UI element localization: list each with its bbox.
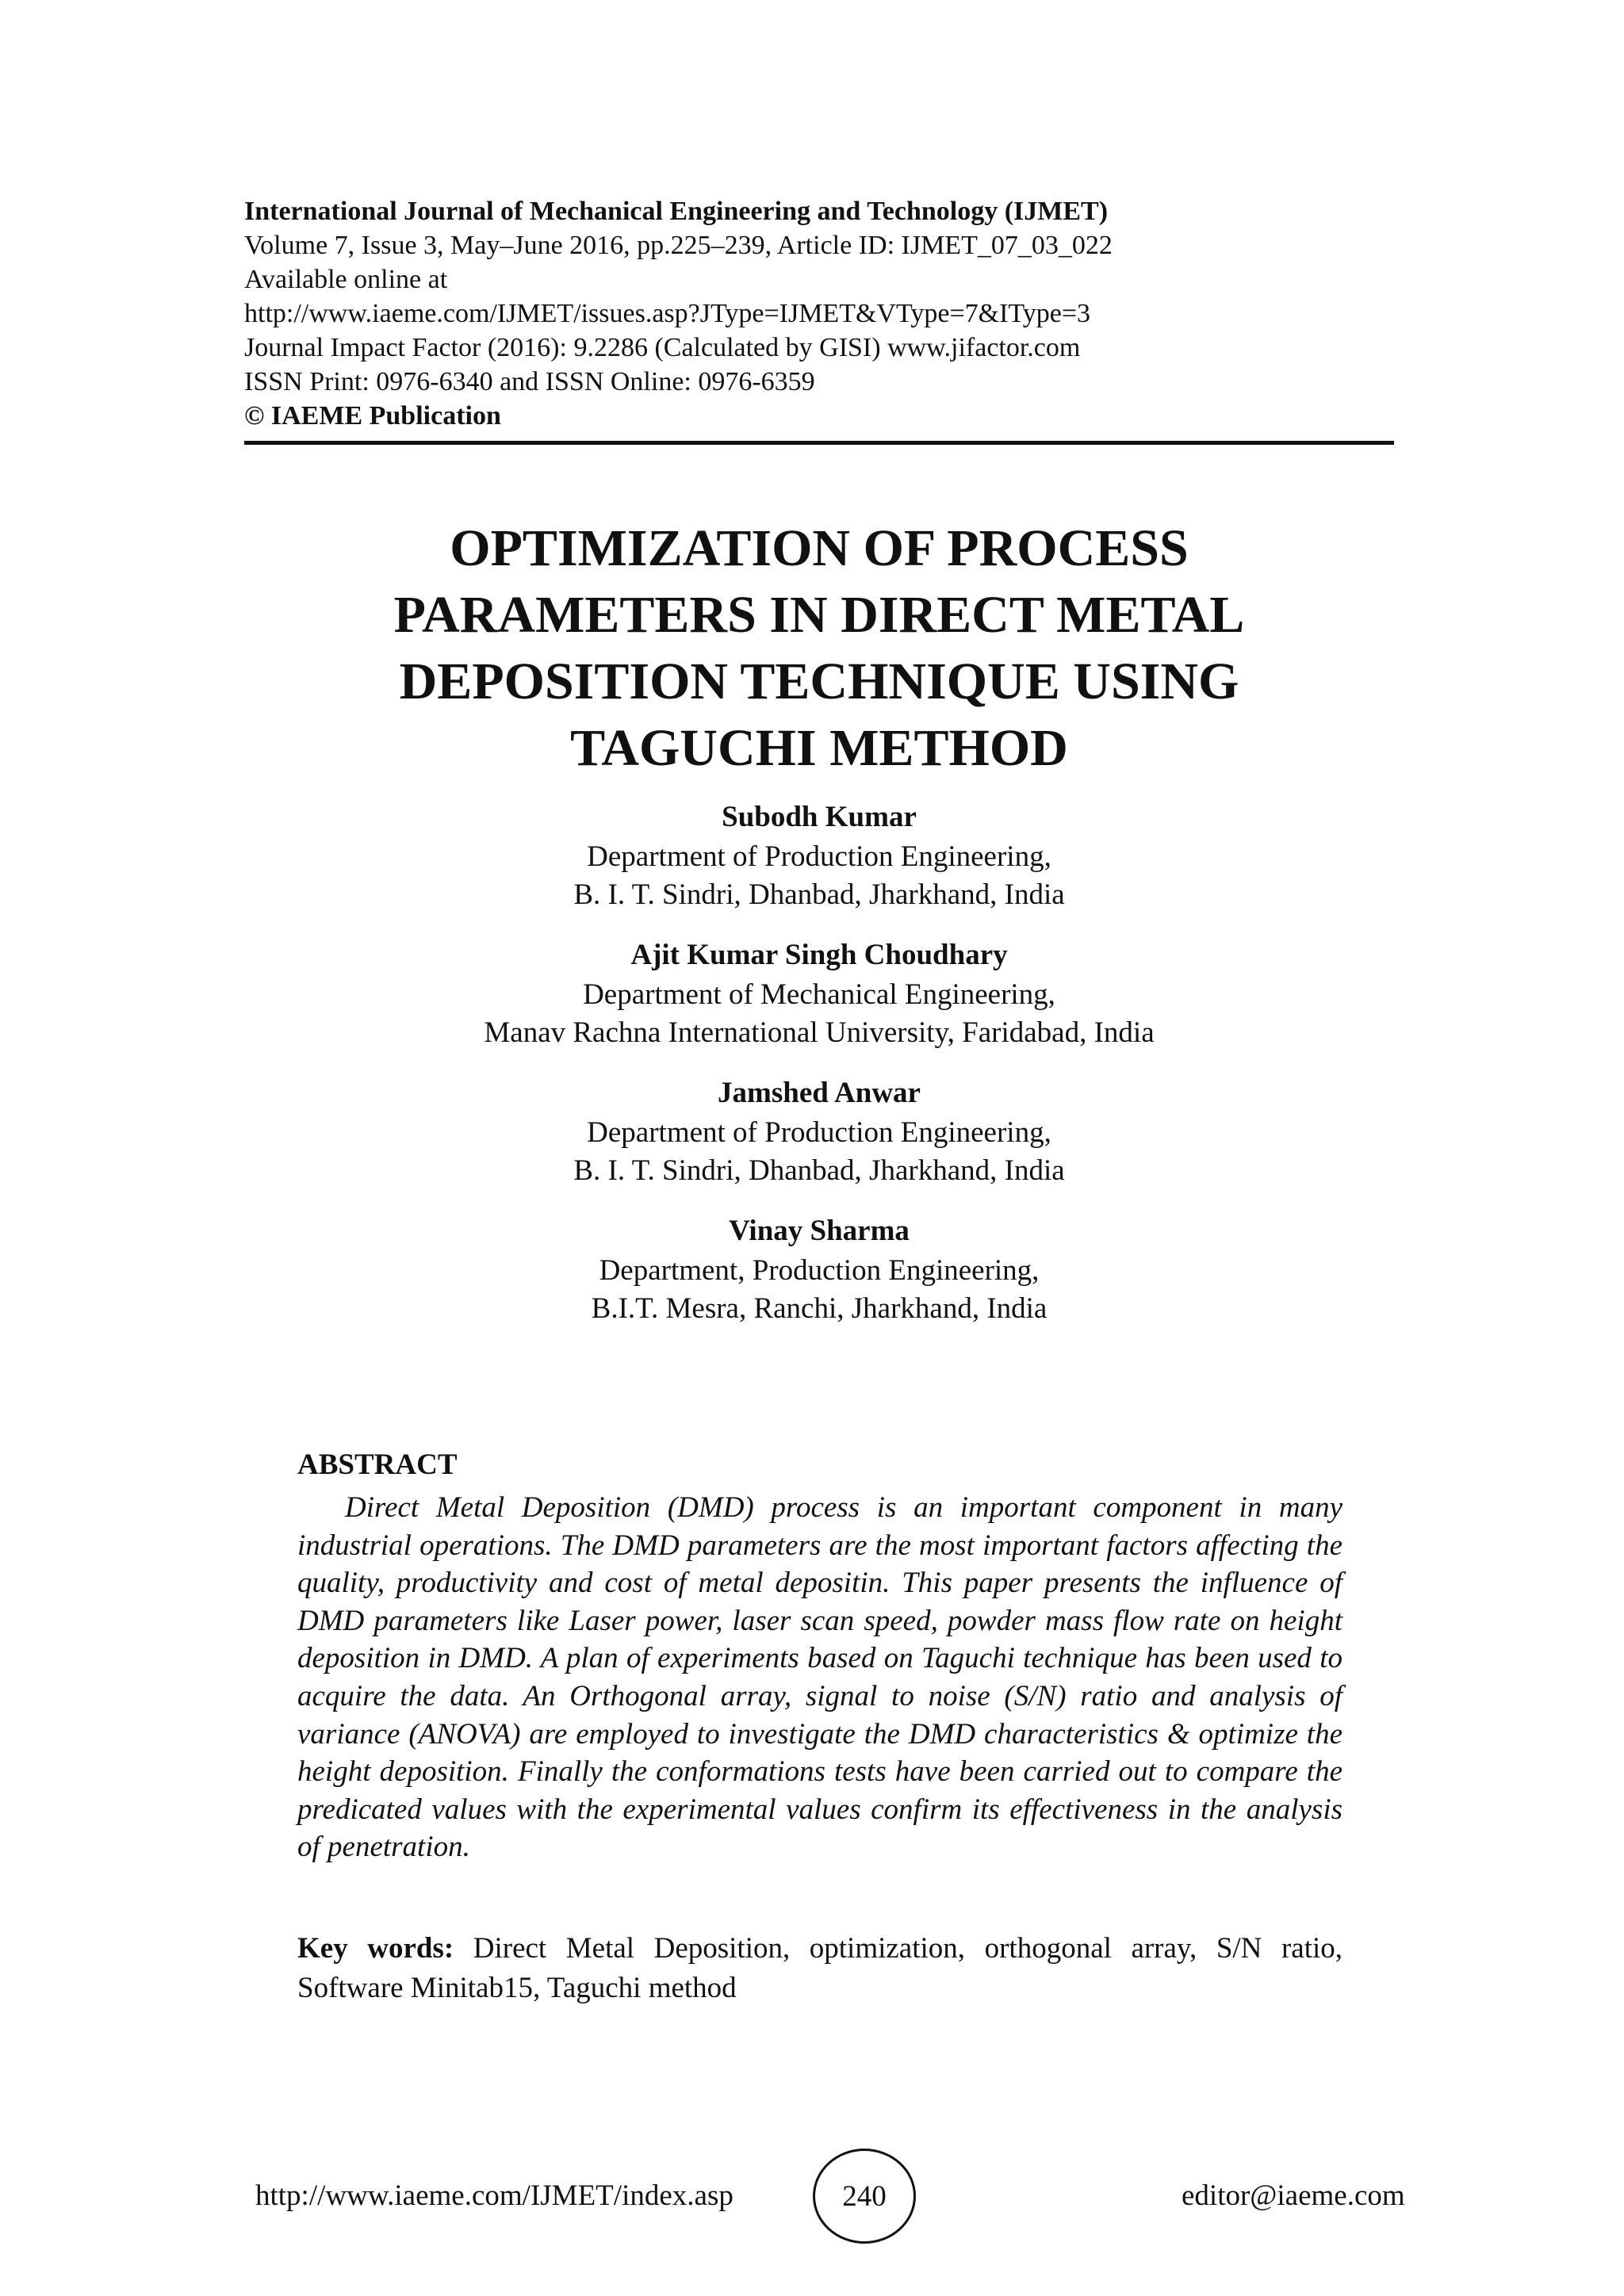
title-line: TAGUCHI METHOD [570, 719, 1068, 777]
author-institution: B. I. T. Sindri, Dhanbad, Jharkhand, India [573, 878, 1065, 911]
author-name: Subodh Kumar [722, 801, 917, 833]
journal-availability-line: Available online at [244, 265, 448, 294]
journal-impact-factor: Journal Impact Factor (2016): 9.2286 (Calculated by GISI) www.jifactor.com [244, 333, 1081, 362]
author-block [244, 935, 1394, 1052]
author-department: Department of Production Engineering, [587, 840, 1051, 873]
author-list [244, 797, 1394, 1349]
paper-title [244, 515, 1394, 782]
journal-name: International Journal of Mechanical Engineering and Technology (IJMET) [244, 197, 1109, 226]
journal-volume-line: Volume 7, Issue 3, May–June 2016, pp.225–239, Article ID: IJMET_07_03_022 [244, 231, 1113, 260]
keywords-label: Key words: [297, 1932, 454, 1965]
author-department: Department of Mechanical Engineering, [583, 978, 1055, 1011]
journal-issue-url: http://www.iaeme.com/IJMET/issues.asp?JType=IJMET&VType=7&IType=3 [244, 299, 1091, 328]
journal-header [244, 194, 1394, 433]
author-institution: B. I. T. Sindri, Dhanbad, Jharkhand, India [573, 1154, 1065, 1187]
title-line: PARAMETERS IN DIRECT METAL [393, 586, 1245, 644]
author-block [244, 797, 1394, 914]
author-name: Ajit Kumar Singh Choudhary [630, 939, 1008, 971]
keywords-section [297, 1929, 1342, 2008]
title-line: OPTIMIZATION OF PROCESS [450, 519, 1189, 577]
author-institution: Manav Rachna International University, Faridabad, India [484, 1016, 1155, 1049]
abstract-section [297, 1445, 1342, 1866]
abstract-heading: ABSTRACT [297, 1448, 458, 1481]
abstract-text: Direct Metal Deposition (DMD) process is an important component in many industrial operations. The DMD parameters are the most important factors affecting the quality, productivity and cost of metal depositin. This paper presents the influence of DMD parameters like Laser power, laser scan speed, powder mass flow rate on height deposition in DMD. A plan of experiments based on Taguchi technique has been used to acquire the data. An Orthogonal array, signal to noise (S/N) ratio and analysis of variance (ANOVA) are employed to investigate the DMD characteristics & optimize the height deposition. Finally the conformations tests have been carried out to compare the predicated values with the experimental values confirm its effectiveness in the analysis of penetration. [297, 1491, 1342, 1864]
author-name: Jamshed Anwar [718, 1077, 921, 1109]
footer-email-link[interactable]: editor@iaeme.com [1182, 2179, 1405, 2212]
author-department: Department of Production Engineering, [587, 1116, 1051, 1149]
publisher-line: © IAEME Publication [244, 401, 501, 430]
author-block [244, 1073, 1394, 1190]
journal-issn: ISSN Print: 0976-6340 and ISSN Online: 0976-6359 [244, 367, 815, 396]
footer-url-link[interactable]: http://www.iaeme.com/IJMET/index.asp [255, 2179, 733, 2212]
title-line: DEPOSITION TECHNIQUE USING [399, 652, 1239, 710]
keywords-text: Direct Metal Deposition, optimization, orthogonal array, S/N ratio, Software Minitab15, Taguchi method [297, 1932, 1342, 2004]
author-department: Department, Production Engineering, [599, 1254, 1040, 1287]
header-divider [244, 441, 1394, 445]
page-number: 240 [813, 2149, 916, 2244]
author-institution: B.I.T. Mesra, Ranchi, Jharkhand, India [591, 1292, 1048, 1325]
author-name: Vinay Sharma [729, 1215, 910, 1247]
author-block [244, 1211, 1394, 1328]
